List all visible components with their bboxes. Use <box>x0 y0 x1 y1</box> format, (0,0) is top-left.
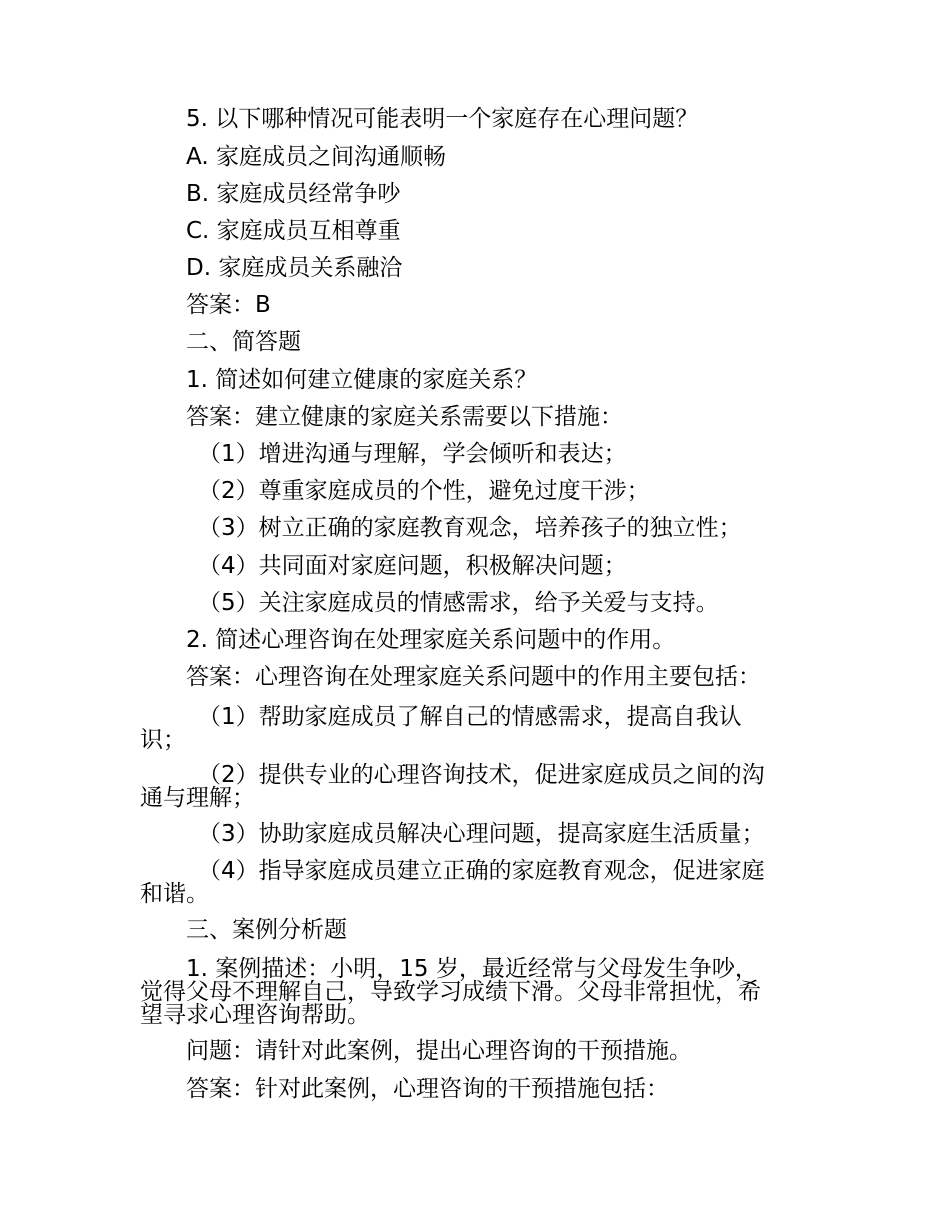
short-answer-2-item-1: （1）帮助家庭成员了解自己的情感需求，提高自我认 <box>198 704 742 730</box>
case-question: 问题：请针对此案例，提出心理咨询的干预措施。 <box>186 1038 692 1064</box>
short-answer-1-item-3: （3）树立正确的家庭教育观念，培养孩子的独立性； <box>198 515 742 541</box>
short-answer-2-item-2-cont: 通与理解； <box>140 785 255 811</box>
short-answer-2-item-3: （3）协助家庭成员解决心理问题，提高家庭生活质量； <box>198 821 765 847</box>
short-answer-2-item-1-cont: 识； <box>140 727 186 753</box>
case-description-cont-1: 觉得父母不理解自己，导致学习成绩下滑。父母非常担忧，希 <box>140 979 761 1005</box>
option-b: B. 家庭成员经常争吵 <box>186 181 401 207</box>
short-answer-2-item-4-cont: 和谐。 <box>140 881 209 907</box>
short-answer-1-item-5: （5）关注家庭成员的情感需求，给予关爱与支持。 <box>198 590 719 616</box>
short-question-1: 1. 简述如何建立健康的家庭关系？ <box>186 367 538 393</box>
short-answer-1-item-2: （2）尊重家庭成员的个性，避免过度干涉； <box>198 478 650 504</box>
short-answer-2-intro: 答案：心理咨询在处理家庭关系问题中的作用主要包括： <box>186 664 761 690</box>
section-heading-case-analysis: 三、案例分析题 <box>186 917 347 943</box>
short-answer-1-intro: 答案：建立健康的家庭关系需要以下措施： <box>186 404 623 430</box>
short-answer-1-item-1: （1）增进沟通与理解，学会倾听和表达； <box>198 441 627 467</box>
section-heading-short-answer: 二、简答题 <box>186 329 301 355</box>
short-question-2: 2. 简述心理咨询在处理家庭关系问题中的作用。 <box>186 627 676 653</box>
question-5: 5. 以下哪种情况可能表明一个家庭存在心理问题？ <box>186 106 699 132</box>
short-answer-2-item-2: （2）提供专业的心理咨询技术，促进家庭成员之间的沟 <box>198 762 765 788</box>
short-answer-2-item-4: （4）指导家庭成员建立正确的家庭教育观念，促进家庭 <box>198 858 765 884</box>
option-a: A. 家庭成员之间沟通顺畅 <box>186 144 446 170</box>
option-d: D. 家庭成员关系融洽 <box>186 255 403 281</box>
case-answer-intro: 答案：针对此案例，心理咨询的干预措施包括： <box>186 1076 669 1102</box>
case-description: 1. 案例描述：小明，15 岁，最近经常与父母发生争吵， <box>186 956 758 982</box>
case-description-cont-2: 望寻求心理咨询帮助。 <box>140 1002 370 1028</box>
answer-5: 答案：B <box>186 292 271 318</box>
short-answer-1-item-4: （4）共同面对家庭问题，积极解决问题； <box>198 553 627 579</box>
option-c: C. 家庭成员互相尊重 <box>186 218 401 244</box>
